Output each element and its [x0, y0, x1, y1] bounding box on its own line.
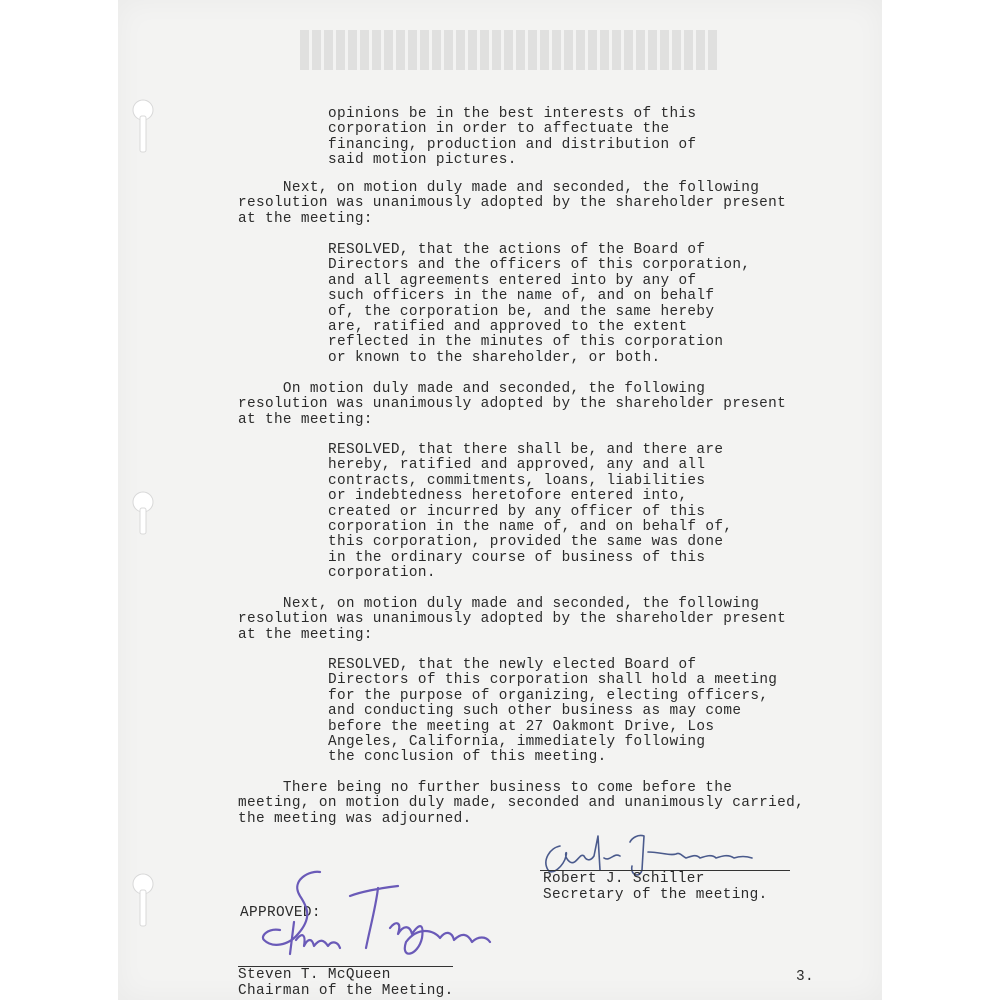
- binder-hole: [132, 96, 154, 156]
- secretary-title: Secretary of the meeting.: [543, 887, 768, 903]
- binder-hole: [132, 870, 154, 930]
- motion-paragraph: Next, on motion duly made and seconded, the following resolution was unanimously adopted by the shareholder present at the meeting:: [238, 596, 787, 643]
- chairman-title: Chairman of the Meeting.: [238, 983, 454, 999]
- motion-paragraph: Next, on motion duly made and seconded, the following resolution was unanimously adopted by the shareholder present at the meeting:: [238, 180, 787, 227]
- chairman-name: Steven T. McQueen: [238, 967, 391, 983]
- continued-resolution-text: opinions be in the best interests of this corporation in order to affectuate the financing, production and distribution of said motion pictures.: [328, 106, 697, 169]
- chairman-signature: [250, 862, 510, 972]
- closing-paragraph: There being no further business to come before the meeting, on motion duly made, seconded and unanimously carried, the meeting was adjourned.: [238, 780, 805, 827]
- resolution-board-meeting: RESOLVED, that the newly elected Board of Directors of this corporation shall hold a meeting for the purpose of organizing, electing officers, and conducting such other business as may come before the meeting at 27 Oakmont Drive, Los Angeles, California, immediately following the conclusion of this meeting.: [328, 657, 778, 766]
- resolution-ratify-contracts: RESOLVED, that there shall be, and there are hereby, ratified and approved, any and all contracts, commitments, loans, liabilities or indebtedness heretofore entered into, created or incurred by any officer of this corporation in the name of, and on behalf of, this corporation, provided the same was done in the ordinary course of business of this corporation.: [328, 442, 733, 582]
- approved-label: APPROVED:: [240, 905, 321, 921]
- secretary-name: Robert J. Schiller: [543, 871, 705, 887]
- motion-paragraph: On motion duly made and seconded, the following resolution was unanimously adopted by the shareholder present at the meeting:: [238, 381, 787, 428]
- page-number: 3.: [796, 969, 814, 985]
- bleed-through-text: [300, 30, 720, 70]
- resolution-ratify-actions: RESOLVED, that the actions of the Board of Directors and the officers of this corporation, and all agreements entered into by any of such officers in the name of, and on behalf of, the corporation be, and the same hereby are, ratified and approved to the extent reflected in the minutes of this corporation or known to the shareholder, or both.: [328, 242, 751, 366]
- binder-hole: [132, 488, 154, 548]
